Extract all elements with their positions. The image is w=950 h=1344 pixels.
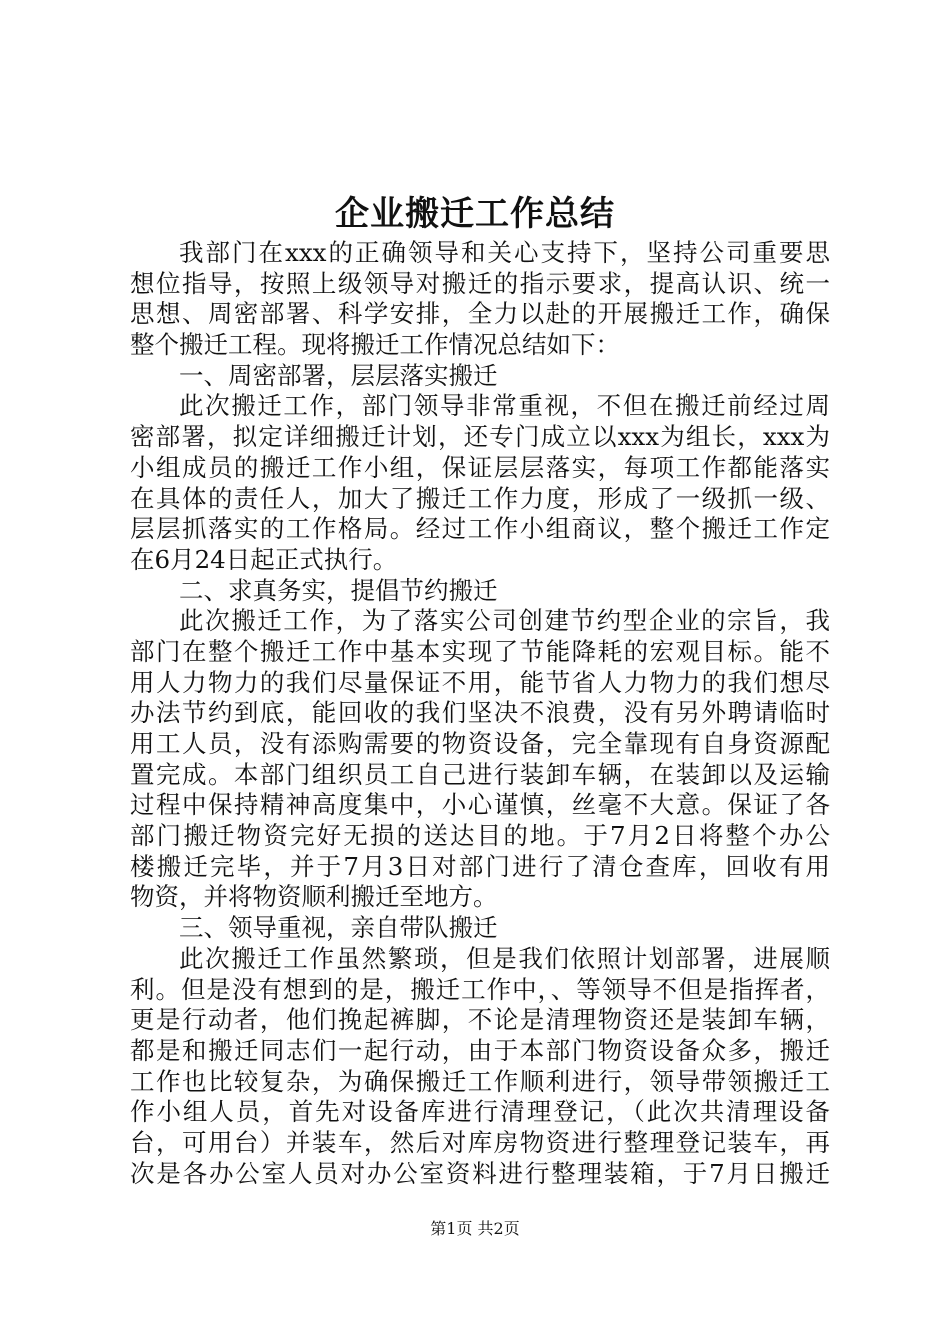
text-line: 利。但是没有想到的是，搬迁工作中，、等领导不但是指挥者， bbox=[130, 974, 830, 1004]
text-line: 办法节约到底，能回收的我们坚决不浪费，没有另外聘请临时 bbox=[130, 698, 830, 728]
text-line: 用人力物力的我们尽量保证不用，能节省人力物力的我们想尽 bbox=[130, 667, 830, 697]
text-line: 一、周密部署，层层落实搬迁 bbox=[179, 360, 498, 390]
text-line: 置完成。本部门组织员工自己进行装卸车辆，在装卸以及运输 bbox=[130, 759, 830, 789]
text-line: 三、领导重视，亲自带队搬迁 bbox=[179, 913, 498, 943]
text-line: 楼搬迁完毕，并于7月3日对部门进行了清仓查库，回收有用 bbox=[130, 851, 830, 881]
text-line: 整个搬迁工程。现将搬迁工作情况总结如下： bbox=[130, 330, 620, 360]
text-line: 工作也比较复杂，为确保搬迁工作顺利进行，领导带领搬迁工 bbox=[130, 1066, 830, 1096]
text-line: 在具体的责任人，加大了搬迁工作力度，形成了一级抓一级、 bbox=[130, 483, 830, 513]
page-footer: 第1页 共2页 bbox=[430, 1219, 520, 1238]
text-line: 都是和搬迁同志们一起行动，由于本部门物资设备众多，搬迁 bbox=[130, 1035, 830, 1065]
text-line: 更是行动者，他们挽起裤脚，不论是清理物资还是装卸车辆， bbox=[130, 1005, 830, 1035]
text-line: 小组成员的搬迁工作小组，保证层层落实，每项工作都能落实 bbox=[130, 452, 830, 482]
text-line: 二、求真务实，提倡节约搬迁 bbox=[179, 575, 498, 605]
text-line: 物资，并将物资顺利搬迁至地方。 bbox=[130, 882, 498, 912]
text-line: 部门在整个搬迁工作中基本实现了节能降耗的宏观目标。能不 bbox=[130, 636, 830, 666]
text-line: 密部署，拟定详细搬迁计划，还专门成立以xxx为组长，xxx为 bbox=[130, 422, 830, 452]
text-line: 思想、周密部署、科学安排，全力以赴的开展搬迁工作，确保 bbox=[130, 299, 830, 329]
text-line: 次是各办公室人员对办公室资料进行整理装箱，于7月日搬迁 bbox=[130, 1158, 830, 1188]
text-line: 此次搬迁工作，部门领导非常重视，不但在搬迁前经过周 bbox=[179, 391, 830, 421]
text-line: 想位指导，按照上级领导对搬迁的指示要求，提高认识、统一 bbox=[130, 268, 830, 298]
document-title: 企业搬迁工作总结 bbox=[335, 194, 615, 234]
text-line: 部门搬迁物资完好无损的送达目的地。于7月2日将整个办公 bbox=[130, 821, 830, 851]
text-line: 过程中保持精神高度集中，小心谨慎，丝毫不大意。保证了各 bbox=[130, 790, 830, 820]
text-line: 用工人员，没有添购需要的物资设备，完全靠现有自身资源配 bbox=[130, 729, 830, 758]
text-line: 在6月24日起正式执行。 bbox=[130, 544, 398, 574]
text-line: 作小组人员，首先对设备库进行清理登记，（此次共清理设备 bbox=[130, 1097, 830, 1127]
document-body bbox=[130, 238, 830, 1189]
text-line: 我部门在xxx的正确领导和关心支持下，坚持公司重要思 bbox=[179, 238, 830, 267]
text-line: 此次搬迁工作，为了落实公司创建节约型企业的宗旨，我 bbox=[179, 606, 830, 636]
text-line: 此次搬迁工作虽然繁琐，但是我们依照计划部署，进展顺 bbox=[179, 943, 830, 973]
text-line: 台，可用台）并装车，然后对库房物资进行整理登记装车，再 bbox=[130, 1127, 830, 1157]
text-line: 层层抓落实的工作格局。经过工作小组商议，整个搬迁工作定 bbox=[130, 514, 830, 544]
